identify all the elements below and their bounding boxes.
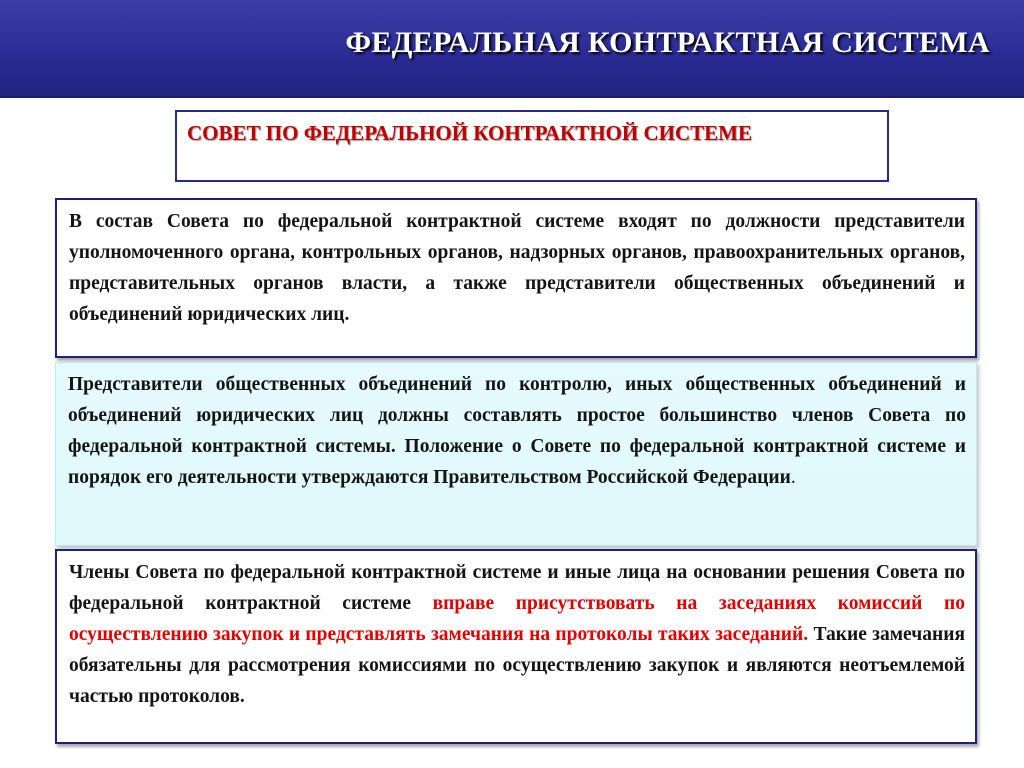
section-title: СОВЕТ ПО ФЕДЕРАЛЬНОЙ КОНТРАКТНОЙ СИСТЕМЕ xyxy=(187,121,752,145)
page-title: ФЕДЕРАЛЬНАЯ КОНТРАКТНАЯ СИСТЕМА xyxy=(345,26,990,59)
paragraph-council-rights xyxy=(55,549,977,744)
paragraph-council-majority xyxy=(55,362,977,546)
paragraph-council-composition: В состав Совета по федеральной контрактной системе входят по должности представители уполномоченного органа, контрольных органов, надзорных органов, правоохранительных органов, представительных органов власти, а также представители общественных объединений и объединений юридических лиц. xyxy=(55,198,977,358)
paragraph-majority-text: Представители общественных объединений по контролю, иных общественных объединений и объединений юридических лиц должны составлять простое большинство членов Совета по федеральной контрактной системы. Положение о Совете по федеральной контрактной системе и порядок его деятельности утверждаются Правительством Российской Федерации xyxy=(68,374,966,488)
paragraph-rights-highlight: вправе присутствовать на заседаниях комиссий по осуществлению закупок и представлять замечания на протоколы таких заседаний. xyxy=(69,593,966,645)
header-banner xyxy=(0,0,1024,98)
paragraph-rights-text-1: Члены Совета по федеральной контрактной системе и иные лица на основании решения Совета по федеральной контрактной системе xyxy=(69,562,965,614)
paragraph-majority-period: . xyxy=(790,467,796,488)
subtitle-box xyxy=(175,110,889,182)
paragraph-rights-text-2: Такие замечания обязательны для рассмотрения комиссиями по осуществлению закупок и являются неотъемлемой частью протоколов. xyxy=(69,624,965,707)
